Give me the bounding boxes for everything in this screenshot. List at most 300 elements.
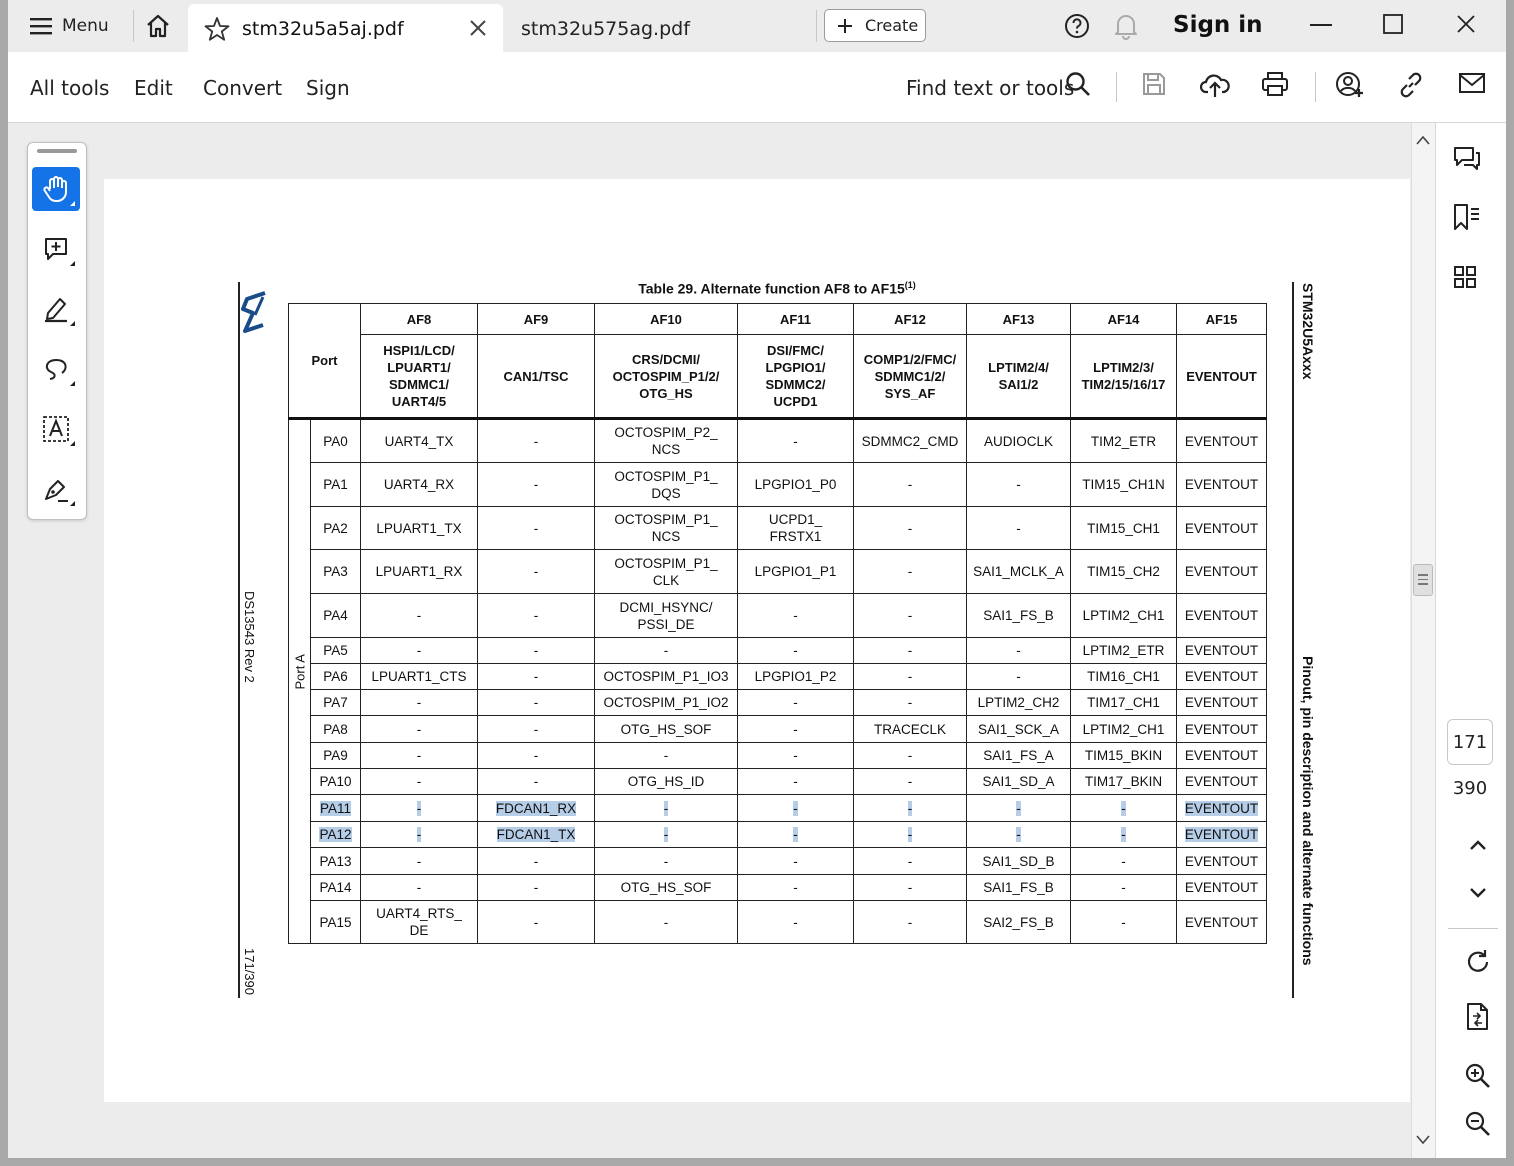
af-cell[interactable] [361,901,478,944]
af-cell-value: LPUART1_TX [376,520,462,536]
af-cell-value: - [793,914,798,930]
af-cell-value: - [663,853,669,869]
af-cell-value: SAI1_FS_A [983,748,1054,763]
af-cell[interactable] [738,769,854,795]
af-cell-value: SAI1_SD_A [982,774,1055,789]
af-cell[interactable] [361,594,478,638]
af-cell[interactable] [1177,769,1267,795]
af-cell-value: EVENTOUT [1184,721,1259,737]
af-cell[interactable] [478,550,595,594]
af-cell-value: - [1016,669,1021,684]
af-cell-value: EVENTOUT [1184,827,1259,842]
af-cell-value: EVENTOUT [1184,748,1259,763]
af-cell[interactable] [854,594,967,638]
af-group-header: CRS/DCMI/ OCTOSPIM_P1/2/ OTG_HS [595,335,738,419]
af-cell[interactable] [595,419,738,463]
af-cell[interactable] [967,594,1071,638]
find-text-or-tools[interactable]: Find text or tools [906,76,1075,100]
table-row [289,716,1267,743]
af-cell[interactable] [1177,507,1267,550]
hamburger-icon [30,17,52,35]
af-cell[interactable] [361,463,478,507]
af-cell[interactable] [1177,875,1267,901]
af-cell[interactable] [478,875,595,901]
tab-stm32u575ag[interactable]: stm32u575ag.pdf [521,18,690,40]
pin-cell[interactable] [311,594,361,638]
af-cell[interactable] [967,463,1071,507]
af-cell-value: - [663,643,669,658]
section-title: Pinout, pin description and alternate functions [1300,656,1316,966]
af-cell[interactable] [361,848,478,875]
port-header: Port [289,304,361,419]
af-cell[interactable] [1071,550,1177,594]
af-header: AF12 [854,304,967,335]
convert-menu[interactable]: Convert [203,76,283,100]
af-cell[interactable] [1071,743,1177,769]
af-cell-value: FDCAN1_TX [496,827,576,842]
af-cell-value: - [793,827,798,842]
af-cell[interactable] [967,638,1071,664]
af-cell-value: EVENTOUT [1184,433,1259,449]
af-cell[interactable] [1177,795,1267,822]
help-icon[interactable] [1064,13,1090,39]
af-cell-value: - [663,800,669,816]
af-cell[interactable] [478,901,595,944]
af-cell[interactable] [967,848,1071,875]
af-cell[interactable] [1071,901,1177,944]
af-cell[interactable] [595,463,738,507]
af-cell-value: - [907,669,913,684]
af-cell[interactable] [361,638,478,664]
af-cell-value: - [907,853,913,869]
table-row [289,795,1267,822]
af-cell[interactable] [1071,795,1177,822]
star-icon[interactable] [204,16,230,42]
af-cell-value: - [907,643,913,658]
minimize-icon[interactable] [1310,24,1332,28]
af-cell[interactable] [478,507,595,550]
vertical-scrollbar[interactable] [1411,123,1436,1158]
af-cell[interactable] [1071,463,1177,507]
af-cell[interactable] [967,875,1071,901]
pin-cell[interactable] [311,848,361,875]
af-cell-value: OCTOSPIM_P1_ CLK [614,555,718,588]
af-cell-value: DCMI_HSYNC/ PSSI_DE [619,599,713,632]
af-cell[interactable] [595,690,738,716]
af-cell[interactable] [478,848,595,875]
af-cell[interactable] [738,875,854,901]
af-cell-value: LPTIM2_CH1 [1082,608,1165,623]
af-cell[interactable] [854,743,967,769]
pin-name: PA13 [319,853,352,869]
page-total: 390 [1452,778,1488,799]
af-cell-value: SAI1_FS_B [983,880,1054,895]
af-header: AF8 [361,304,478,335]
af-cell[interactable] [854,664,967,690]
main-toolbar [8,52,1506,123]
af-cell-value: - [416,695,422,710]
af-cell[interactable] [1177,822,1267,848]
af-cell-value: - [416,608,422,623]
af-cell-value: - [533,853,539,869]
af-cell-value: - [533,643,539,658]
af-cell[interactable] [1071,822,1177,848]
af-cell-value: - [907,914,913,930]
af-cell[interactable] [967,716,1071,743]
af-cell-value: SDMMC2_CMD [861,433,959,449]
af-cell[interactable] [1071,507,1177,550]
af-cell[interactable] [738,550,854,594]
pin-cell[interactable] [311,507,361,550]
af-group-header: DSI/FMC/ LPGPIO1/ SDMMC2/ UCPD1 [738,335,854,419]
af-cell[interactable] [595,664,738,690]
af-cell-value: - [416,853,422,869]
af-cell[interactable] [738,594,854,638]
af-cell[interactable] [738,795,854,822]
af-cell-value: - [533,477,539,492]
af-cell[interactable] [854,463,967,507]
af-cell[interactable] [478,690,595,716]
af-cell-value: OCTOSPIM_P1_IO3 [603,669,729,684]
af-cell[interactable] [854,795,967,822]
link-icon[interactable] [1397,71,1425,99]
alternate-function-table [288,303,1267,944]
af-cell[interactable] [478,795,595,822]
af-cell[interactable] [478,594,595,638]
maximize-icon[interactable] [1383,14,1403,34]
af-cell[interactable] [361,743,478,769]
af-cell[interactable] [595,507,738,550]
af-cell[interactable] [738,716,854,743]
af-cell[interactable] [967,550,1071,594]
af-cell-value: EVENTOUT [1184,608,1259,623]
table-caption [288,280,1266,297]
af-group-header: EVENTOUT [1177,335,1267,419]
pin-cell[interactable] [311,743,361,769]
af-cell[interactable] [967,664,1071,690]
af-cell-value: LPGPIO1_P1 [754,564,837,579]
af-cell[interactable] [595,550,738,594]
af-cell[interactable] [361,769,478,795]
close-tab-icon[interactable] [468,18,488,38]
af-cell[interactable] [361,690,478,716]
highlight-tool[interactable] [32,287,80,331]
home-button[interactable] [144,12,172,40]
convert-file-icon[interactable] [1464,1002,1492,1032]
af-group-header: COMP1/2/FMC/ SDMMC1/2/ SYS_AF [854,335,967,419]
panel-grip[interactable] [37,149,77,153]
af-cell-value: UCPD1_ FRSTX1 [768,512,823,544]
port-group-label: Port A [292,654,307,690]
edit-menu[interactable]: Edit [134,76,173,100]
af-cell-value: - [1121,880,1126,895]
af-cell[interactable] [738,664,854,690]
af-cell[interactable] [478,769,595,795]
af-cell-value: TIM15_BKIN [1084,748,1163,763]
af-cell[interactable] [967,822,1071,848]
af-cell[interactable] [361,664,478,690]
af-cell-value: - [1016,520,1021,536]
af-cell[interactable] [478,638,595,664]
af-cell[interactable] [478,716,595,743]
af-cell[interactable] [1177,594,1267,638]
pin-cell[interactable] [311,419,361,463]
pin-cell[interactable] [311,901,361,944]
page-number-input[interactable]: 171 [1447,719,1493,765]
port-group-cell [289,419,311,944]
af-cell-value: - [1121,914,1126,930]
home-icon [144,12,172,40]
af-cell[interactable] [361,716,478,743]
table-row [289,901,1267,944]
af-cell[interactable] [738,743,854,769]
af-cell[interactable] [1177,901,1267,944]
text-select-tool[interactable] [32,407,80,451]
pin-cell[interactable] [311,638,361,664]
table-row [289,419,1267,463]
af-header: AF11 [738,304,854,335]
af-cell[interactable] [967,769,1071,795]
af-cell[interactable] [1071,875,1177,901]
pin-cell[interactable] [311,795,361,822]
af-header: AF14 [1071,304,1177,335]
pin-cell[interactable] [311,664,361,690]
af-cell-value: TRACECLK [873,721,946,737]
af-cell[interactable] [738,848,854,875]
menu-button[interactable] [30,13,109,39]
af-cell-value: UART4_RX [383,477,455,492]
af-cell[interactable] [967,690,1071,716]
rotate-refresh-icon[interactable] [1464,948,1492,976]
af-cell[interactable] [1071,638,1177,664]
menu-label: Menu [62,16,109,36]
af-cell[interactable] [1177,743,1267,769]
af-cell[interactable] [1177,664,1267,690]
af-cell[interactable] [1177,638,1267,664]
bookmarks-icon[interactable] [1452,202,1482,232]
af-cell[interactable] [478,463,595,507]
pin-name: PA9 [323,748,348,763]
af-cell[interactable] [595,769,738,795]
af-cell-value: - [1016,827,1021,842]
af-cell[interactable] [738,638,854,664]
af-cell[interactable] [595,795,738,822]
af-cell[interactable] [1071,769,1177,795]
af-cell[interactable] [854,769,967,795]
af-cell-value: EVENTOUT [1184,914,1259,930]
af-cell[interactable] [1177,463,1267,507]
af-cell-value: - [416,748,422,763]
af-cell[interactable] [854,419,967,463]
pin-name: PA8 [323,721,348,737]
zoom-in-icon[interactable] [1464,1062,1492,1090]
thumbnails-grid-icon[interactable] [1452,264,1478,290]
table-row [289,690,1267,716]
af-cell[interactable] [1071,690,1177,716]
af-cell[interactable] [738,822,854,848]
af-cell[interactable] [854,690,967,716]
pin-name: PA2 [323,520,348,536]
af-cell[interactable] [595,901,738,944]
af-cell[interactable] [854,507,967,550]
af-cell-value: FDCAN1_RX [495,800,577,816]
af-cell[interactable] [1177,716,1267,743]
tab-stm32u5a5aj[interactable] [188,4,503,52]
next-page-icon[interactable] [1468,886,1488,900]
pin-cell[interactable] [311,822,361,848]
af-cell-value: - [907,827,913,842]
af-cell-value: - [907,880,913,895]
af-cell-value: SAI1_SD_B [982,853,1055,869]
highlighter-pen-icon [42,295,70,323]
af-cell[interactable] [361,507,478,550]
af-cell-value: - [793,853,798,869]
scrollbar-thumb[interactable] [1413,564,1433,596]
af-cell-value: LPTIM2_CH1 [1082,721,1165,737]
af-cell-value: SAI1_SCK_A [977,721,1060,737]
af-cell-value: TIM17_BKIN [1084,774,1163,789]
comments-icon[interactable] [1452,145,1482,173]
sign-in-link[interactable]: Sign in [1173,12,1263,38]
af-cell[interactable] [1071,419,1177,463]
af-cell[interactable] [595,594,738,638]
af-cell[interactable] [595,743,738,769]
all-tools-menu[interactable]: All tools [30,76,110,100]
af-cell[interactable] [1071,848,1177,875]
af-cell[interactable] [595,848,738,875]
pin-name: PA0 [323,433,348,449]
af-cell-value: EVENTOUT [1184,695,1259,710]
af-cell[interactable] [854,822,967,848]
af-cell[interactable] [361,550,478,594]
af-cell[interactable] [361,822,478,848]
af-cell[interactable] [854,638,967,664]
af-cell[interactable] [854,848,967,875]
sign-tool[interactable] [32,467,80,511]
draw-freeform-tool[interactable] [32,347,80,391]
af-cell-value: - [907,520,913,536]
print-icon[interactable] [1261,71,1289,97]
af-cell[interactable] [595,875,738,901]
af-cell[interactable] [854,716,967,743]
af-cell[interactable] [361,795,478,822]
af-cell[interactable] [595,822,738,848]
upload-cloud-icon[interactable] [1200,71,1230,99]
af-cell[interactable] [854,901,967,944]
af-cell[interactable] [1177,690,1267,716]
af-cell[interactable] [361,875,478,901]
notifications-bell-icon[interactable] [1113,12,1139,40]
af-cell[interactable] [738,507,854,550]
af-cell[interactable] [478,419,595,463]
af-cell-value: - [793,774,798,789]
af-cell[interactable] [1071,594,1177,638]
save-icon[interactable] [1141,71,1167,97]
af-cell-value: - [533,669,539,684]
af-cell-value: SAI2_FS_B [983,914,1054,930]
table-row [289,463,1267,507]
pin-cell[interactable] [311,690,361,716]
pin-cell[interactable] [311,463,361,507]
af-cell-value: - [416,880,422,895]
af-cell[interactable] [854,550,967,594]
af-group-header: LPTIM2/3/ TIM2/15/16/17 [1071,335,1177,419]
af-cell-value: - [533,880,539,895]
af-cell[interactable] [1071,716,1177,743]
af-cell[interactable] [967,419,1071,463]
af-header: AF10 [595,304,738,335]
af-cell[interactable] [595,716,738,743]
pin-cell[interactable] [311,716,361,743]
zoom-out-icon[interactable] [1464,1110,1492,1138]
scroll-up-arrow-icon[interactable] [1415,134,1431,146]
af-cell[interactable] [1177,550,1267,594]
tab-title: stm32u5a5aj.pdf [242,18,404,40]
share-user-icon[interactable] [1335,71,1365,99]
table-row [289,743,1267,769]
af-cell[interactable] [738,690,854,716]
af-cell[interactable] [478,822,595,848]
hand-icon [43,175,69,203]
sign-menu[interactable]: Sign [306,76,350,100]
lasso-draw-icon [42,356,70,382]
af-group-header: CAN1/TSC [478,335,595,419]
af-cell-value: - [907,477,913,492]
af-cell-value: OTG_HS_ID [627,774,705,789]
af-cell-value: LPTIM2_ETR [1082,643,1165,658]
pin-cell[interactable] [311,875,361,901]
af-cell[interactable] [361,419,478,463]
table-row [289,875,1267,901]
af-cell-value: OCTOSPIM_P2_ NCS [614,425,718,457]
af-cell[interactable] [1071,664,1177,690]
add-comment-icon [43,236,69,262]
table-row [289,664,1267,690]
previous-page-icon[interactable] [1468,838,1488,852]
af-cell[interactable] [738,419,854,463]
af-cell[interactable] [478,743,595,769]
af-header: AF13 [967,304,1071,335]
pin-name: PA4 [323,608,348,623]
af-cell[interactable] [967,795,1071,822]
hand-tool[interactable] [32,167,80,211]
af-cell-value: - [793,800,798,816]
pin-name: PA7 [323,695,348,710]
af-cell[interactable] [738,463,854,507]
pin-cell[interactable] [311,550,361,594]
af-cell-value: TIM16_CH1 [1087,669,1160,684]
af-cell[interactable] [1177,848,1267,875]
pin-name: PA15 [319,914,352,930]
scroll-down-arrow-icon[interactable] [1415,1134,1431,1146]
af-cell[interactable] [854,875,967,901]
af-cell[interactable] [967,507,1071,550]
af-cell[interactable] [738,901,854,944]
af-cell[interactable] [1177,419,1267,463]
create-button[interactable] [824,9,926,42]
af-cell[interactable] [967,901,1071,944]
af-cell[interactable] [478,664,595,690]
close-window-icon[interactable] [1456,14,1476,34]
search-icon[interactable] [1065,71,1091,97]
pin-cell[interactable] [311,769,361,795]
page-number-label: 171/390 [242,948,257,995]
add-comment-tool[interactable] [32,227,80,271]
doc-revision: DS13543 Rev 2 [242,591,257,683]
af-cell[interactable] [967,743,1071,769]
af-cell[interactable] [595,638,738,664]
email-icon[interactable] [1458,71,1486,95]
